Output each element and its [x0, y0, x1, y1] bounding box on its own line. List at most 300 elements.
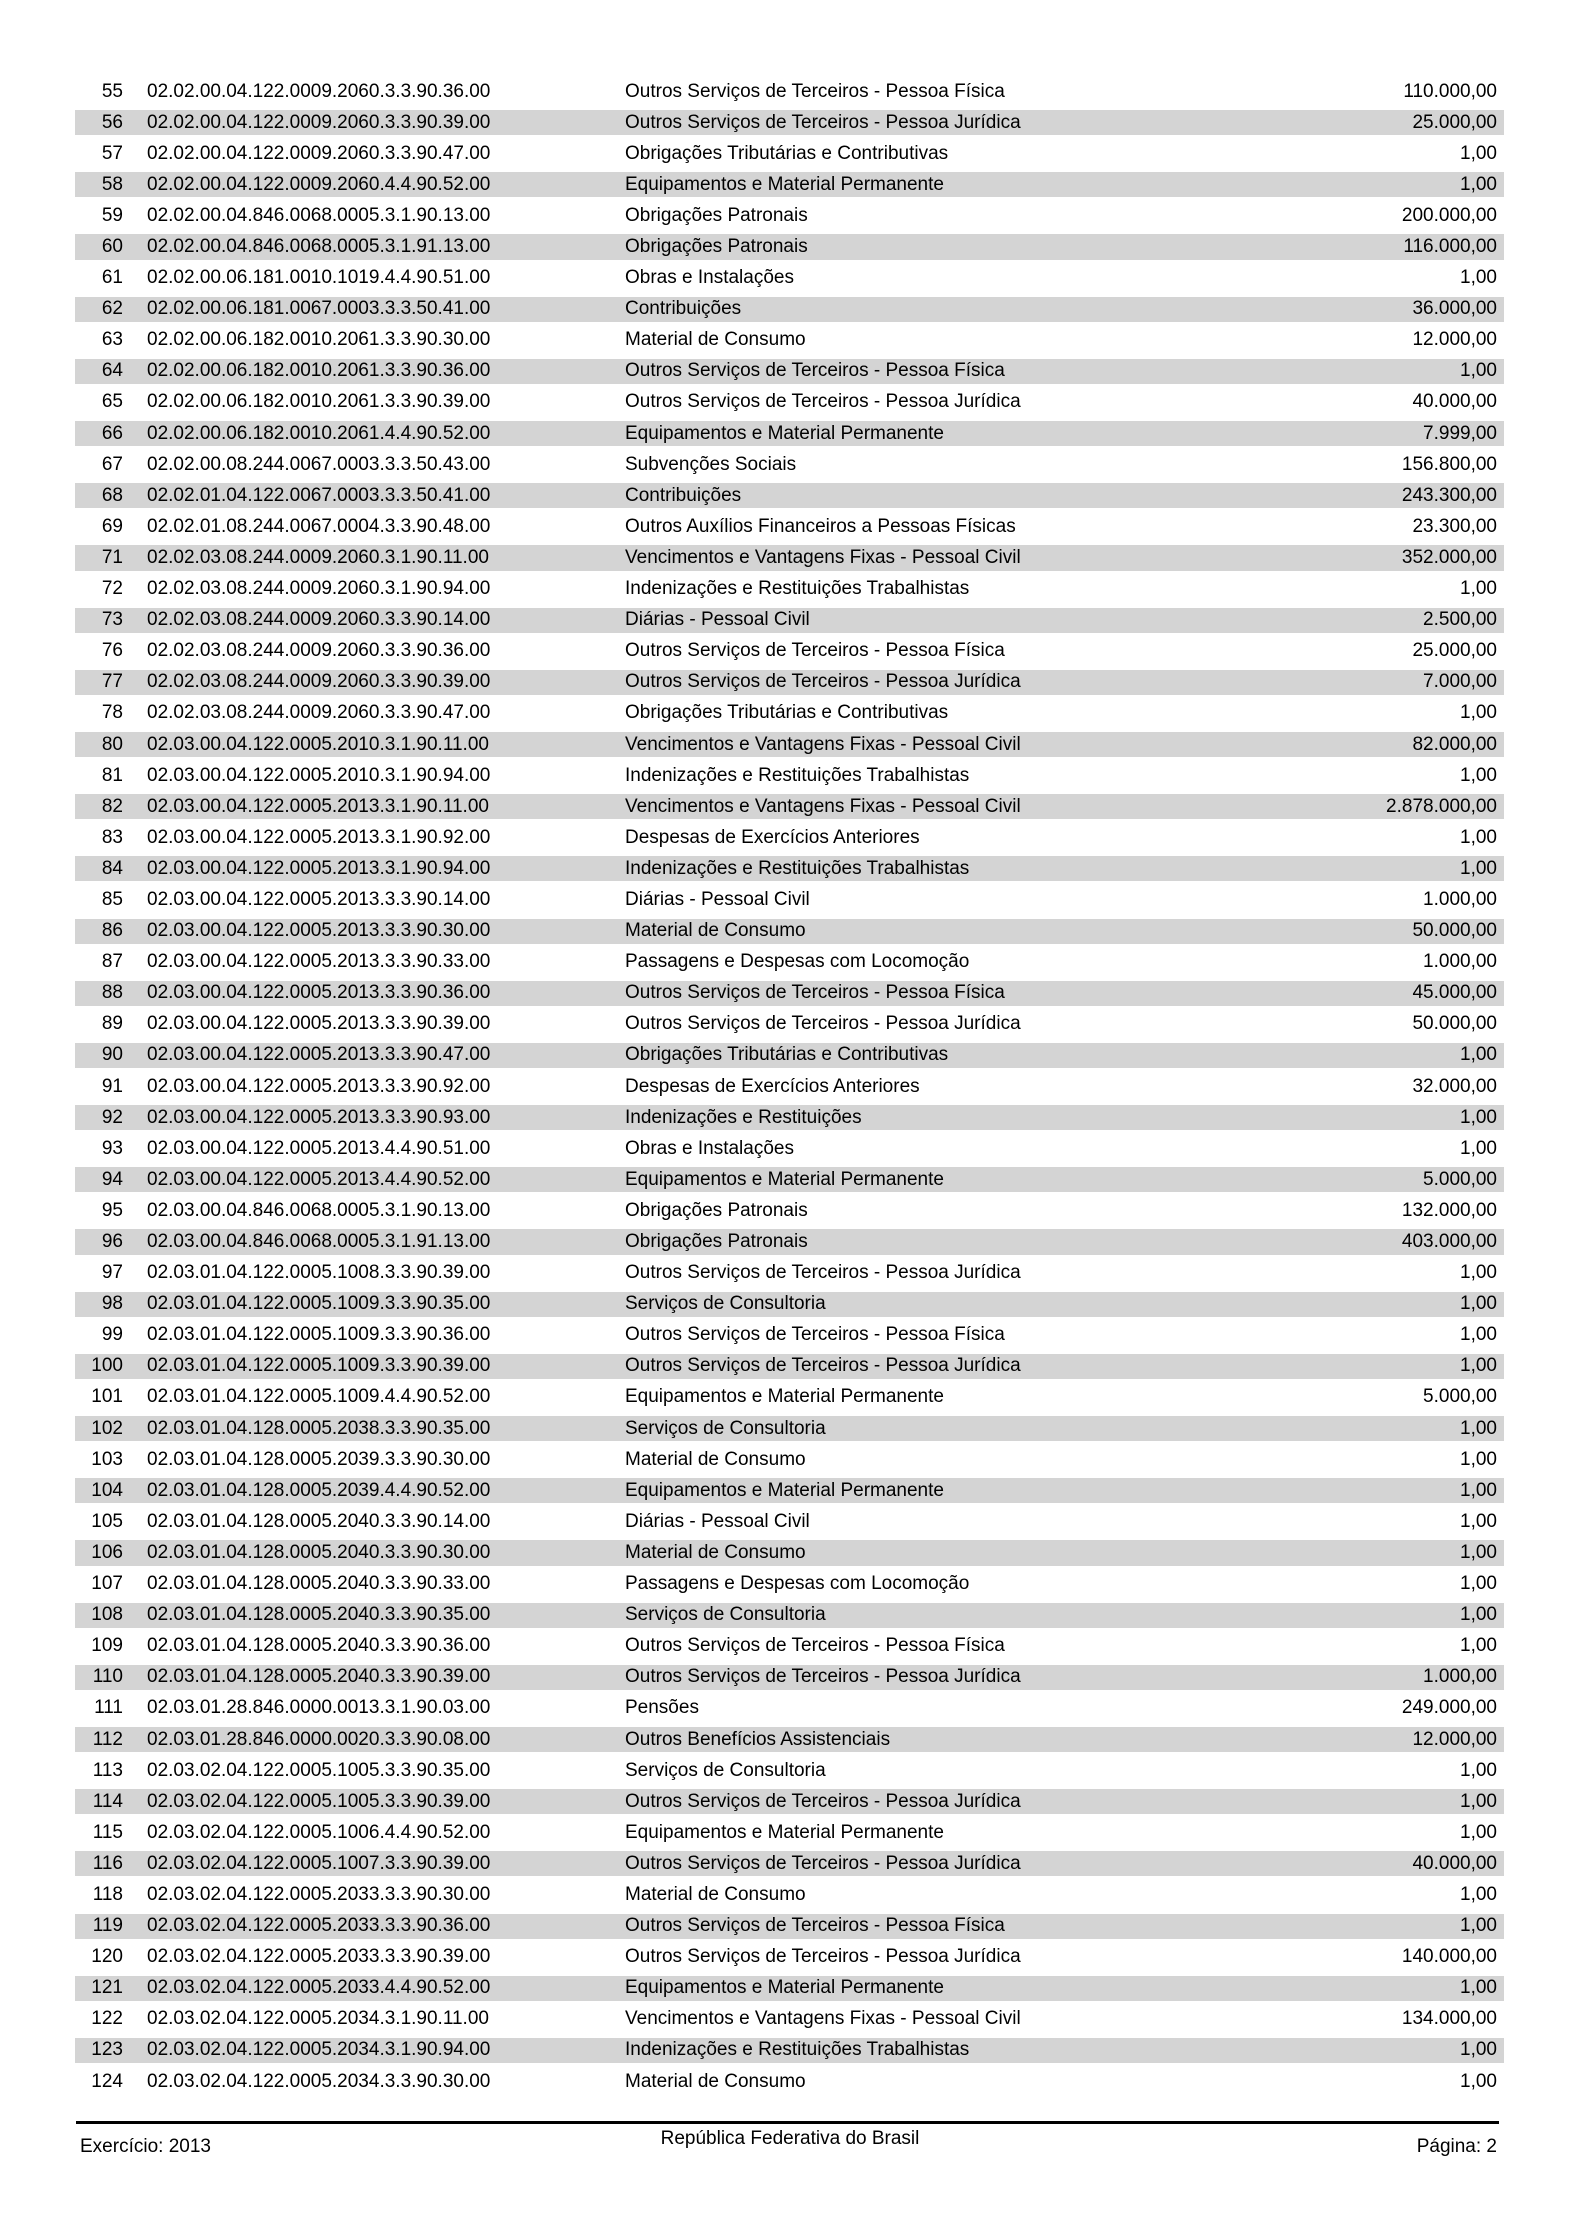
row-number: 108: [91, 1604, 123, 1626]
row-number: 66: [101, 422, 123, 444]
table-row: [75, 1911, 1504, 1942]
row-number: 90: [101, 1044, 123, 1066]
row-description: Outros Serviços de Terceiros - Pessoa Física: [625, 1915, 1005, 1937]
row-number: 82: [101, 795, 123, 817]
row-number: 92: [101, 1106, 123, 1128]
row-description: Outros Serviços de Terceiros - Pessoa Jurídica: [625, 1355, 1021, 1377]
row-value: 23.300,00: [1412, 515, 1497, 537]
row-description: Outros Benefícios Assistenciais: [625, 1728, 891, 1750]
row-code: 02.03.01.04.122.0005.1009.3.3.90.36.00: [147, 1324, 491, 1346]
row-number: 106: [91, 1541, 123, 1563]
row-code: 02.03.01.04.122.0005.1008.3.3.90.39.00: [147, 1262, 491, 1284]
table-row: [75, 1289, 1504, 1320]
table-row: [75, 822, 1504, 853]
row-number: 122: [91, 2008, 123, 2030]
row-code: 02.03.02.04.122.0005.1005.3.3.90.35.00: [147, 1759, 491, 1781]
row-value: 134.000,00: [1401, 2008, 1497, 2030]
row-description: Outros Serviços de Terceiros - Pessoa Física: [625, 80, 1005, 102]
table-row: [75, 978, 1504, 1009]
table-row: [75, 76, 1504, 107]
row-code: 02.03.01.04.128.0005.2039.4.4.90.52.00: [147, 1479, 491, 1501]
row-code: 02.02.00.04.846.0068.0005.3.1.91.13.00: [147, 236, 491, 258]
row-code: 02.03.00.04.122.0005.2013.3.1.90.11.00: [147, 795, 489, 817]
row-code: 02.03.01.04.128.0005.2040.3.3.90.36.00: [147, 1635, 491, 1657]
row-description: Outros Serviços de Terceiros - Pessoa Física: [625, 640, 1005, 662]
row-value: 1.000,00: [1423, 1666, 1497, 1688]
row-description: Equipamentos e Material Permanente: [625, 422, 944, 444]
row-value: 36.000,00: [1412, 298, 1497, 320]
row-number: 98: [101, 1293, 123, 1315]
table-row: [75, 636, 1504, 667]
row-value: 1,00: [1460, 1573, 1497, 1595]
row-description: Outros Serviços de Terceiros - Pessoa Física: [625, 360, 1005, 382]
footer-country-label: República Federativa do Brasil: [660, 2128, 920, 2149]
row-value: 25.000,00: [1412, 640, 1497, 662]
row-value: 5.000,00: [1423, 1386, 1497, 1408]
row-value: 1,00: [1460, 1479, 1497, 1501]
row-code: 02.03.01.04.128.0005.2038.3.3.90.35.00: [147, 1417, 491, 1439]
row-code: 02.03.02.04.122.0005.1005.3.3.90.39.00: [147, 1790, 491, 1812]
row-value: 1,00: [1460, 1759, 1497, 1781]
row-value: 32.000,00: [1412, 1075, 1497, 1097]
table-row: [75, 760, 1504, 791]
table-row: [75, 1226, 1504, 1257]
row-value: 1,00: [1460, 702, 1497, 724]
row-code: 02.02.00.04.846.0068.0005.3.1.90.13.00: [147, 204, 491, 226]
row-value: 1,00: [1460, 1262, 1497, 1284]
row-value: 1,00: [1460, 857, 1497, 879]
row-number: 123: [91, 2039, 123, 2061]
row-code: 02.02.03.08.244.0009.2060.3.3.90.14.00: [147, 609, 491, 631]
row-description: Outros Serviços de Terceiros - Pessoa Física: [625, 1324, 1005, 1346]
table-row: [75, 667, 1504, 698]
row-code: 02.03.02.04.122.0005.2033.3.3.90.30.00: [147, 1883, 491, 1905]
row-description: Diárias - Pessoal Civil: [625, 609, 810, 631]
row-code: 02.02.03.08.244.0009.2060.3.3.90.36.00: [147, 640, 491, 662]
row-description: Contribuições: [625, 298, 742, 320]
row-value: 40.000,00: [1412, 391, 1497, 413]
row-code: 02.02.00.06.181.0010.1019.4.4.90.51.00: [147, 267, 491, 289]
table-row: [75, 1724, 1504, 1755]
table-row: [75, 387, 1504, 418]
row-description: Indenizações e Restituições Trabalhistas: [625, 857, 970, 879]
row-code: 02.02.03.08.244.0009.2060.3.1.90.11.00: [147, 546, 489, 568]
row-value: 1,00: [1460, 1044, 1497, 1066]
row-value: 12.000,00: [1412, 1728, 1497, 1750]
table-row: [75, 2066, 1504, 2097]
row-value: 116.000,00: [1403, 236, 1497, 258]
table-row: [75, 1444, 1504, 1475]
row-value: 156.800,00: [1401, 453, 1497, 475]
row-description: Serviços de Consultoria: [625, 1417, 826, 1439]
row-code: 02.03.00.04.122.0005.2013.3.3.90.47.00: [147, 1044, 491, 1066]
row-code: 02.03.00.04.122.0005.2013.3.1.90.94.00: [147, 857, 491, 879]
row-number: 105: [91, 1510, 123, 1532]
row-number: 67: [101, 453, 123, 475]
row-description: Serviços de Consultoria: [625, 1293, 826, 1315]
row-code: 02.02.03.08.244.0009.2060.3.1.90.94.00: [147, 578, 491, 600]
row-description: Equipamentos e Material Permanente: [625, 173, 944, 195]
row-code: 02.03.02.04.122.0005.1007.3.3.90.39.00: [147, 1852, 491, 1874]
row-description: Material de Consumo: [625, 1541, 806, 1563]
table-row: [75, 356, 1504, 387]
row-code: 02.03.00.04.122.0005.2013.4.4.90.51.00: [147, 1137, 491, 1159]
row-value: 1,00: [1460, 1293, 1497, 1315]
row-value: 1,00: [1460, 267, 1497, 289]
row-description: Despesas de Exercícios Anteriores: [625, 826, 920, 848]
row-number: 99: [101, 1324, 123, 1346]
row-description: Material de Consumo: [625, 1448, 806, 1470]
row-value: 403.000,00: [1401, 1231, 1497, 1253]
row-value: 1,00: [1460, 1977, 1497, 1999]
table-row: [75, 542, 1504, 573]
row-description: Outros Serviços de Terceiros - Pessoa Jurídica: [625, 1946, 1021, 1968]
row-number: 80: [101, 733, 123, 755]
row-code: 02.02.00.04.122.0009.2060.3.3.90.39.00: [147, 111, 491, 133]
row-description: Despesas de Exercícios Anteriores: [625, 1075, 920, 1097]
row-description: Vencimentos e Vantagens Fixas - Pessoal Civil: [625, 795, 1021, 817]
table-row: [75, 200, 1504, 231]
row-value: 200.000,00: [1401, 204, 1497, 226]
row-value: 45.000,00: [1412, 982, 1497, 1004]
row-value: 40.000,00: [1412, 1852, 1497, 1874]
row-value: 7.999,00: [1423, 422, 1497, 444]
row-description: Obrigações Tributárias e Contributivas: [625, 702, 949, 724]
row-code: 02.03.01.04.122.0005.1009.3.3.90.39.00: [147, 1355, 491, 1377]
row-number: 119: [92, 1915, 123, 1937]
row-value: 12.000,00: [1412, 329, 1497, 351]
row-number: 60: [101, 236, 123, 258]
table-row: [75, 729, 1504, 760]
row-number: 88: [101, 982, 123, 1004]
row-code: 02.03.02.04.122.0005.2034.3.3.90.30.00: [147, 2070, 491, 2092]
row-code: 02.03.00.04.122.0005.2013.3.3.90.30.00: [147, 920, 491, 942]
table-row: [75, 1475, 1504, 1506]
row-value: 140.000,00: [1401, 1946, 1497, 1968]
row-value: 1.000,00: [1423, 888, 1497, 910]
row-description: Equipamentos e Material Permanente: [625, 1977, 944, 1999]
row-number: 102: [91, 1417, 123, 1439]
row-number: 65: [101, 391, 123, 413]
table-row: [75, 884, 1504, 915]
row-description: Obrigações Patronais: [625, 1199, 808, 1221]
row-number: 101: [91, 1386, 123, 1408]
row-description: Indenizações e Restituições Trabalhistas: [625, 764, 970, 786]
row-description: Subvenções Sociais: [625, 453, 797, 475]
table-row: [75, 1786, 1504, 1817]
row-description: Outros Serviços de Terceiros - Pessoa Jurídica: [625, 1013, 1021, 1035]
row-code: 02.02.03.08.244.0009.2060.3.3.90.47.00: [147, 702, 491, 724]
row-number: 84: [101, 857, 123, 879]
row-number: 61: [101, 267, 123, 289]
row-code: 02.03.02.04.122.0005.2033.3.3.90.39.00: [147, 1946, 491, 1968]
row-number: 64: [101, 360, 123, 382]
row-number: 63: [101, 329, 123, 351]
row-code: 02.02.00.04.122.0009.2060.3.3.90.36.00: [147, 80, 491, 102]
footer-page-label: Página: 2: [1416, 2136, 1497, 2157]
row-value: 1,00: [1460, 1883, 1497, 1905]
row-code: 02.03.01.04.128.0005.2040.3.3.90.30.00: [147, 1541, 491, 1563]
row-number: 85: [101, 888, 123, 910]
row-code: 02.03.01.28.846.0000.0013.3.1.90.03.00: [147, 1697, 491, 1719]
row-description: Indenizações e Restituições Trabalhistas: [625, 578, 970, 600]
row-code: 02.02.00.06.182.0010.2061.4.4.90.52.00: [147, 422, 491, 444]
row-value: 1,00: [1460, 2039, 1497, 2061]
table-row: [75, 1631, 1504, 1662]
row-description: Obrigações Patronais: [625, 204, 808, 226]
table-row: [75, 107, 1504, 138]
row-number: 56: [101, 111, 123, 133]
row-number: 62: [101, 298, 123, 320]
table-row: [75, 853, 1504, 884]
table-row: [75, 294, 1504, 325]
row-description: Obrigações Tributárias e Contributivas: [625, 142, 949, 164]
row-number: 72: [101, 578, 123, 600]
row-value: 249.000,00: [1401, 1697, 1497, 1719]
row-code: 02.02.00.06.182.0010.2061.3.3.90.39.00: [147, 391, 491, 413]
row-value: 1,00: [1460, 764, 1497, 786]
row-number: 71: [101, 546, 123, 568]
row-code: 02.02.01.04.122.0067.0003.3.3.50.41.00: [147, 484, 491, 506]
row-code: 02.03.00.04.122.0005.2013.3.1.90.92.00: [147, 826, 491, 848]
table-row: [75, 449, 1504, 480]
table-row: [75, 698, 1504, 729]
row-number: 93: [101, 1137, 123, 1159]
row-description: Outros Serviços de Terceiros - Pessoa Jurídica: [625, 111, 1021, 133]
row-value: 1,00: [1460, 173, 1497, 195]
table-row: [75, 1258, 1504, 1289]
row-number: 87: [101, 951, 123, 973]
row-number: 89: [101, 1013, 123, 1035]
table-row: [75, 231, 1504, 262]
row-description: Equipamentos e Material Permanente: [625, 1168, 944, 1190]
row-code: 02.03.01.04.122.0005.1009.3.3.90.35.00: [147, 1293, 491, 1315]
row-description: Passagens e Despesas com Locomoção: [625, 951, 970, 973]
row-number: 113: [92, 1759, 123, 1781]
row-description: Indenizações e Restituições: [625, 1106, 862, 1128]
row-number: 76: [101, 640, 123, 662]
row-description: Equipamentos e Material Permanente: [625, 1479, 944, 1501]
row-value: 1,00: [1460, 1915, 1497, 1937]
table-row: [75, 169, 1504, 200]
row-number: 111: [94, 1697, 123, 1719]
table-row: [75, 1133, 1504, 1164]
table-row: [75, 138, 1504, 169]
row-description: Obrigações Tributárias e Contributivas: [625, 1044, 949, 1066]
row-number: 114: [92, 1790, 123, 1812]
row-number: 96: [101, 1231, 123, 1253]
row-number: 103: [91, 1448, 123, 1470]
row-number: 112: [92, 1728, 123, 1750]
row-description: Outros Serviços de Terceiros - Pessoa Jurídica: [625, 671, 1021, 693]
row-code: 02.02.00.04.122.0009.2060.4.4.90.52.00: [147, 173, 491, 195]
row-value: 1,00: [1460, 826, 1497, 848]
row-number: 110: [92, 1666, 123, 1688]
table-row: [75, 1009, 1504, 1040]
table-row: [75, 1320, 1504, 1351]
row-description: Outros Serviços de Terceiros - Pessoa Física: [625, 1635, 1005, 1657]
row-number: 81: [101, 764, 123, 786]
row-value: 7.000,00: [1423, 671, 1497, 693]
row-value: 352.000,00: [1401, 546, 1497, 568]
row-code: 02.03.02.04.122.0005.2034.3.1.90.94.00: [147, 2039, 491, 2061]
table-row: [75, 1537, 1504, 1568]
row-description: Outros Serviços de Terceiros - Pessoa Jurídica: [625, 1262, 1021, 1284]
row-description: Pensões: [625, 1697, 699, 1719]
row-number: 83: [101, 826, 123, 848]
row-value: 132.000,00: [1401, 1199, 1497, 1221]
row-code: 02.03.02.04.122.0005.2033.3.3.90.36.00: [147, 1915, 491, 1937]
row-number: 59: [101, 204, 123, 226]
row-number: 86: [101, 920, 123, 942]
row-description: Material de Consumo: [625, 329, 806, 351]
budget-table: [75, 76, 1504, 2097]
row-value: 243.300,00: [1401, 484, 1497, 506]
row-value: 1,00: [1460, 142, 1497, 164]
row-number: 109: [91, 1635, 123, 1657]
row-number: 97: [101, 1262, 123, 1284]
row-value: 1,00: [1460, 2070, 1497, 2092]
row-value: 1,00: [1460, 1417, 1497, 1439]
row-number: 58: [101, 173, 123, 195]
row-value: 1,00: [1460, 1604, 1497, 1626]
table-row: [75, 511, 1504, 542]
row-value: 1,00: [1460, 1510, 1497, 1532]
row-code: 02.03.00.04.122.0005.2013.3.3.90.36.00: [147, 982, 491, 1004]
table-row: [75, 1662, 1504, 1693]
row-number: 94: [101, 1168, 123, 1190]
row-number: 91: [101, 1075, 123, 1097]
row-description: Outros Serviços de Terceiros - Pessoa Jurídica: [625, 391, 1021, 413]
row-number: 69: [101, 515, 123, 537]
row-value: 1,00: [1460, 1790, 1497, 1812]
row-code: 02.03.00.04.846.0068.0005.3.1.90.13.00: [147, 1199, 491, 1221]
table-row: [75, 1413, 1504, 1444]
table-row: [75, 605, 1504, 636]
row-number: 118: [92, 1883, 123, 1905]
row-code: 02.02.03.08.244.0009.2060.3.3.90.39.00: [147, 671, 491, 693]
row-code: 02.02.00.08.244.0067.0003.3.3.50.43.00: [147, 453, 491, 475]
row-description: Outros Auxílios Financeiros a Pessoas Físicas: [625, 515, 1016, 537]
row-description: Obrigações Patronais: [625, 1231, 808, 1253]
row-number: 124: [91, 2070, 123, 2092]
row-value: 82.000,00: [1412, 733, 1497, 755]
row-value: 2.500,00: [1423, 609, 1497, 631]
table-row: [75, 1071, 1504, 1102]
row-code: 02.03.02.04.122.0005.1006.4.4.90.52.00: [147, 1821, 491, 1843]
row-description: Obras e Instalações: [625, 1137, 794, 1159]
table-row: [75, 574, 1504, 605]
row-number: 73: [101, 609, 123, 631]
table-row: [75, 480, 1504, 511]
row-number: 120: [91, 1946, 123, 1968]
table-row: [75, 1351, 1504, 1382]
row-description: Diárias - Pessoal Civil: [625, 1510, 810, 1532]
row-number: 100: [91, 1355, 123, 1377]
table-row: [75, 1600, 1504, 1631]
table-row: [75, 1693, 1504, 1724]
footer-exercise-label: Exercício: 2013: [80, 2136, 211, 2157]
table-row: [75, 1848, 1504, 1879]
row-description: Vencimentos e Vantagens Fixas - Pessoal Civil: [625, 546, 1021, 568]
row-description: Serviços de Consultoria: [625, 1604, 826, 1626]
row-code: 02.03.02.04.122.0005.2033.4.4.90.52.00: [147, 1977, 491, 1999]
table-row: [75, 1506, 1504, 1537]
row-description: Obras e Instalações: [625, 267, 794, 289]
row-number: 121: [91, 1977, 123, 1999]
row-description: Equipamentos e Material Permanente: [625, 1821, 944, 1843]
row-number: 104: [91, 1479, 123, 1501]
row-description: Outros Serviços de Terceiros - Pessoa Física: [625, 982, 1005, 1004]
table-row: [75, 1942, 1504, 1973]
row-number: 57: [101, 142, 123, 164]
row-code: 02.03.00.04.122.0005.2013.3.3.90.39.00: [147, 1013, 491, 1035]
row-code: 02.02.00.06.181.0067.0003.3.3.50.41.00: [147, 298, 491, 320]
row-value: 1,00: [1460, 1541, 1497, 1563]
row-code: 02.03.00.04.122.0005.2013.3.3.90.14.00: [147, 888, 491, 910]
row-number: 78: [101, 702, 123, 724]
row-code: 02.03.01.28.846.0000.0020.3.3.90.08.00: [147, 1728, 491, 1750]
row-number: 107: [91, 1573, 123, 1595]
row-description: Material de Consumo: [625, 2070, 806, 2092]
table-row: [75, 1102, 1504, 1133]
table-row: [75, 1195, 1504, 1226]
row-code: 02.03.00.04.846.0068.0005.3.1.91.13.00: [147, 1231, 491, 1253]
row-code: 02.03.00.04.122.0005.2010.3.1.90.94.00: [147, 764, 491, 786]
row-description: Obrigações Patronais: [625, 236, 808, 258]
table-row: [75, 1755, 1504, 1786]
row-number: 116: [92, 1852, 123, 1874]
row-value: 50.000,00: [1412, 1013, 1497, 1035]
table-row: [75, 2004, 1504, 2035]
row-number: 115: [92, 1821, 123, 1843]
row-value: 1,00: [1460, 1137, 1497, 1159]
row-description: Vencimentos e Vantagens Fixas - Pessoal Civil: [625, 733, 1021, 755]
row-description: Material de Consumo: [625, 920, 806, 942]
row-description: Outros Serviços de Terceiros - Pessoa Jurídica: [625, 1852, 1021, 1874]
table-row: [75, 1973, 1504, 2004]
row-description: Outros Serviços de Terceiros - Pessoa Jurídica: [625, 1790, 1021, 1812]
row-value: 1,00: [1460, 1635, 1497, 1657]
table-row: [75, 418, 1504, 449]
table-row: [75, 1382, 1504, 1413]
row-code: 02.02.00.06.182.0010.2061.3.3.90.36.00: [147, 360, 491, 382]
table-row: [75, 1879, 1504, 1910]
row-description: Passagens e Despesas com Locomoção: [625, 1573, 970, 1595]
row-value: 1,00: [1460, 1106, 1497, 1128]
row-description: Serviços de Consultoria: [625, 1759, 826, 1781]
row-description: Indenizações e Restituições Trabalhistas: [625, 2039, 970, 2061]
row-code: 02.03.00.04.122.0005.2013.4.4.90.52.00: [147, 1168, 491, 1190]
row-code: 02.03.00.04.122.0005.2010.3.1.90.11.00: [147, 733, 489, 755]
row-value: 1,00: [1460, 1821, 1497, 1843]
row-code: 02.03.01.04.122.0005.1009.4.4.90.52.00: [147, 1386, 491, 1408]
row-value: 1.000,00: [1423, 951, 1497, 973]
row-value: 25.000,00: [1412, 111, 1497, 133]
table-row: [75, 1817, 1504, 1848]
row-value: 1,00: [1460, 1355, 1497, 1377]
row-number: 77: [101, 671, 123, 693]
table-row: [75, 1040, 1504, 1071]
row-value: 2.878.000,00: [1386, 795, 1497, 817]
table-row: [75, 325, 1504, 356]
row-value: 1,00: [1460, 1448, 1497, 1470]
row-code: 02.03.01.04.128.0005.2039.3.3.90.30.00: [147, 1448, 491, 1470]
table-row: [75, 916, 1504, 947]
row-code: 02.03.01.04.128.0005.2040.3.3.90.14.00: [147, 1510, 491, 1532]
table-row: [75, 1569, 1504, 1600]
row-code: 02.03.00.04.122.0005.2013.3.3.90.92.00: [147, 1075, 491, 1097]
